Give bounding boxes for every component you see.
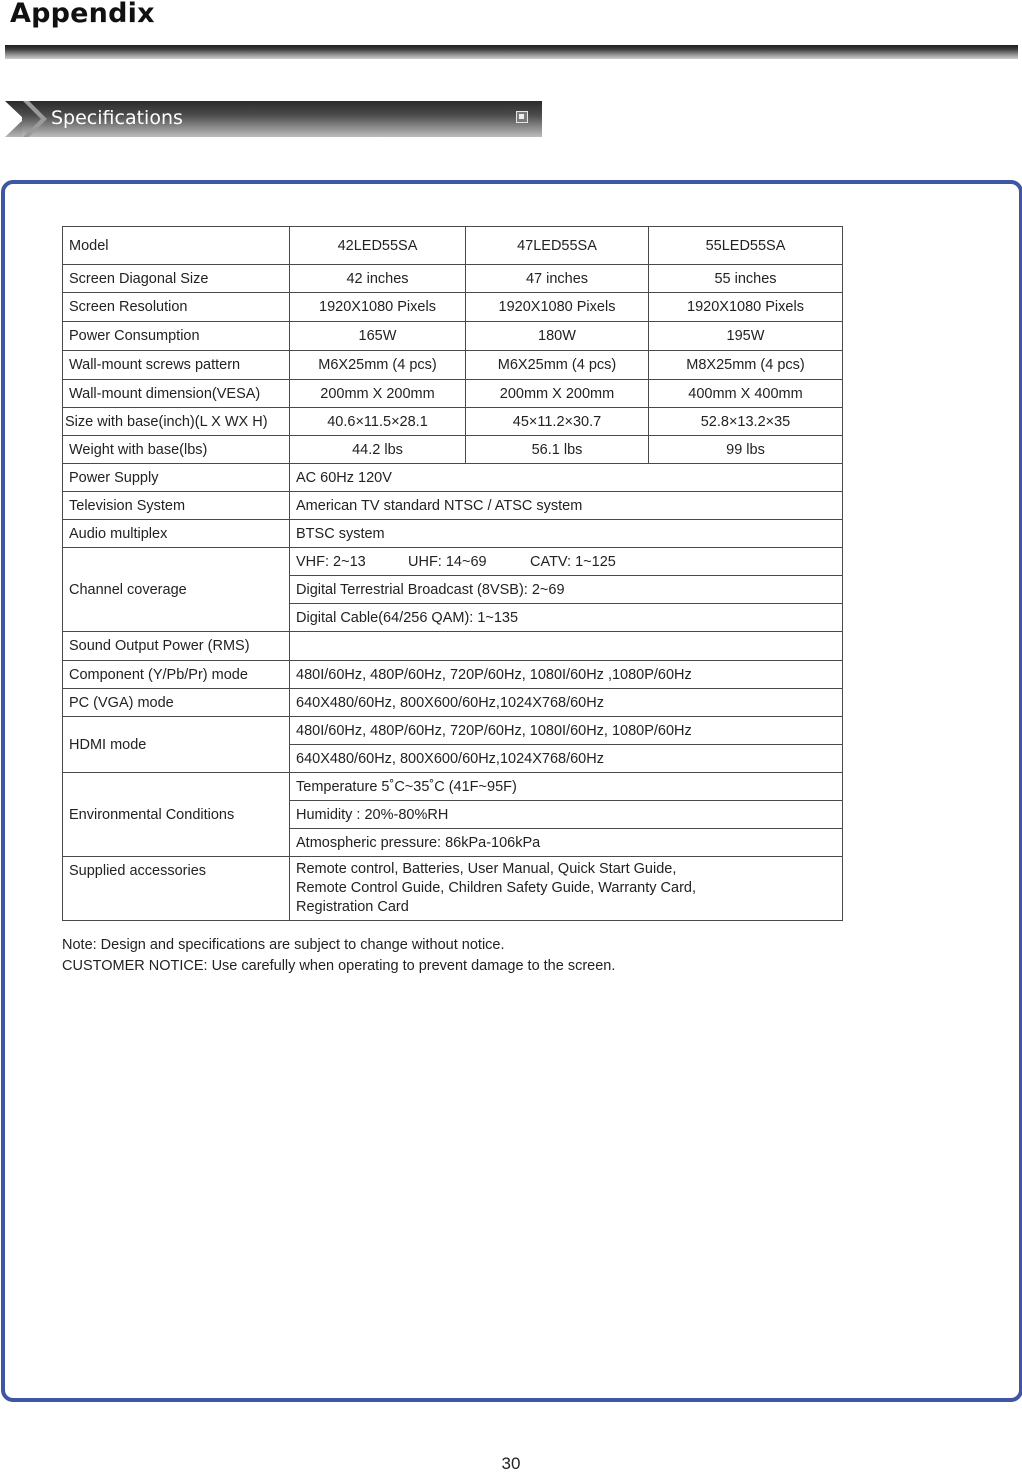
accessories-line: Remote control, Batteries, User Manual, Quick Start Guide, (296, 861, 677, 877)
cell-value: 40.6×11.5×28.1 (290, 408, 466, 436)
table-row (63, 322, 843, 351)
cell-value: 45×11.2×30.7 (466, 408, 649, 436)
cell-value: Digital Cable(64/256 QAM): 1~135 (290, 604, 843, 632)
row-label: Size with base(inch)(L X WX H) (63, 408, 290, 436)
table-row (63, 661, 843, 689)
cell-value: American TV standard NTSC / ATSC system (290, 492, 843, 520)
cell-value: 47 inches (466, 265, 649, 293)
row-label: Power Consumption (63, 322, 290, 351)
cell-value: 42 inches (290, 265, 466, 293)
table-row (63, 436, 843, 464)
cell-value: Digital Terrestrial Broadcast (8VSB): 2~69 (290, 576, 843, 604)
row-label: Weight with base(lbs) (63, 436, 290, 464)
cell-value: Humidity : 20%-80%RH (290, 801, 843, 829)
table-row (63, 227, 843, 265)
cell-value (290, 857, 843, 921)
title-divider (5, 45, 1018, 59)
cell-value: 640X480/60Hz, 800X600/60Hz,1024X768/60Hz (290, 689, 843, 717)
table-row (63, 408, 843, 436)
cell-value: 1920X1080 Pixels (290, 293, 466, 322)
cell-value: BTSC system (290, 520, 843, 548)
cell-value: Atmospheric pressure: 86kPa-106kPa (290, 829, 843, 857)
cell-value: 195W (649, 322, 843, 351)
row-label: Sound Output Power (RMS) (63, 632, 290, 661)
table-row (63, 351, 843, 380)
notes (62, 935, 615, 977)
page-number: 30 (501, 1454, 521, 1473)
cell-value: 200mm X 200mm (290, 380, 466, 408)
cell-value: 180W (466, 322, 649, 351)
uhf-range: UHF: 14~69 (408, 553, 487, 570)
cell-value: 1920X1080 Pixels (466, 293, 649, 322)
cell-value: M6X25mm (4 pcs) (290, 351, 466, 380)
cell-value: 165W (290, 322, 466, 351)
cell-value: 1920X1080 Pixels (649, 293, 843, 322)
cell-value (290, 548, 843, 576)
row-label: Channel coverage (63, 548, 290, 632)
row-label: Screen Diagonal Size (63, 265, 290, 293)
table-row (63, 857, 843, 921)
table-row (63, 632, 843, 661)
cell-value: 480I/60Hz, 480P/60Hz, 720P/60Hz, 1080I/60Hz ,1080P/60Hz (290, 661, 843, 689)
table-row (63, 773, 843, 801)
table-row (63, 689, 843, 717)
row-label: Model (63, 227, 290, 265)
row-label: Television System (63, 492, 290, 520)
accessories-line: Remote Control Guide, Children Safety Guide, Warranty Card, (296, 880, 696, 896)
row-label: Power Supply (63, 464, 290, 492)
row-label: Environmental Conditions (63, 773, 290, 857)
model-55: 55LED55SA (649, 227, 843, 265)
cell-value: AC 60Hz 120V (290, 464, 843, 492)
row-label: Audio multiplex (63, 520, 290, 548)
cell-value: 480I/60Hz, 480P/60Hz, 720P/60Hz, 1080I/60Hz, 1080P/60Hz (290, 717, 843, 745)
design-note: Note: Design and specifications are subject to change without notice. (62, 937, 505, 953)
cell-value: M6X25mm (4 pcs) (466, 351, 649, 380)
row-label: Screen Resolution (63, 293, 290, 322)
row-label: Wall-mount screws pattern (63, 351, 290, 380)
page-title: Appendix (10, 0, 155, 29)
section-title: Specifications (51, 107, 183, 129)
cell-value: 44.2 lbs (290, 436, 466, 464)
cell-value: Temperature 5˚C~35˚C (41F~95F) (290, 773, 843, 801)
cell-value: 200mm X 200mm (466, 380, 649, 408)
row-label: Wall-mount dimension(VESA) (63, 380, 290, 408)
section-banner (5, 100, 542, 138)
vhf-range: VHF: 2~13 (296, 553, 366, 570)
row-label: Component (Y/Pb/Pr) mode (63, 661, 290, 689)
customer-notice: CUSTOMER NOTICE: Use carefully when operating to prevent damage to the screen. (62, 958, 616, 974)
cell-value: 99 lbs (649, 436, 843, 464)
table-row (63, 265, 843, 293)
row-label: HDMI mode (63, 717, 290, 773)
model-47: 47LED55SA (466, 227, 649, 265)
chevron-right-icon (23, 101, 47, 137)
square-marker-icon (516, 111, 528, 123)
cell-value: 55 inches (649, 265, 843, 293)
table-row (63, 380, 843, 408)
row-label: Supplied accessories (63, 857, 290, 921)
table-row (63, 293, 843, 322)
table-row (63, 464, 843, 492)
table-row (63, 492, 843, 520)
cell-value: M8X25mm (4 pcs) (649, 351, 843, 380)
specifications-table (62, 226, 843, 921)
model-42: 42LED55SA (290, 227, 466, 265)
table-row (63, 548, 843, 576)
cell-value (290, 632, 843, 661)
cell-value: 400mm X 400mm (649, 380, 843, 408)
cell-value: 640X480/60Hz, 800X600/60Hz,1024X768/60Hz (290, 745, 843, 773)
accessories-line: Registration Card (296, 899, 409, 915)
cell-value: 52.8×13.2×35 (649, 408, 843, 436)
table-row (63, 520, 843, 548)
table-row (63, 717, 843, 745)
cell-value: 56.1 lbs (466, 436, 649, 464)
catv-range: CATV: 1~125 (530, 553, 616, 570)
row-label: PC (VGA) mode (63, 689, 290, 717)
